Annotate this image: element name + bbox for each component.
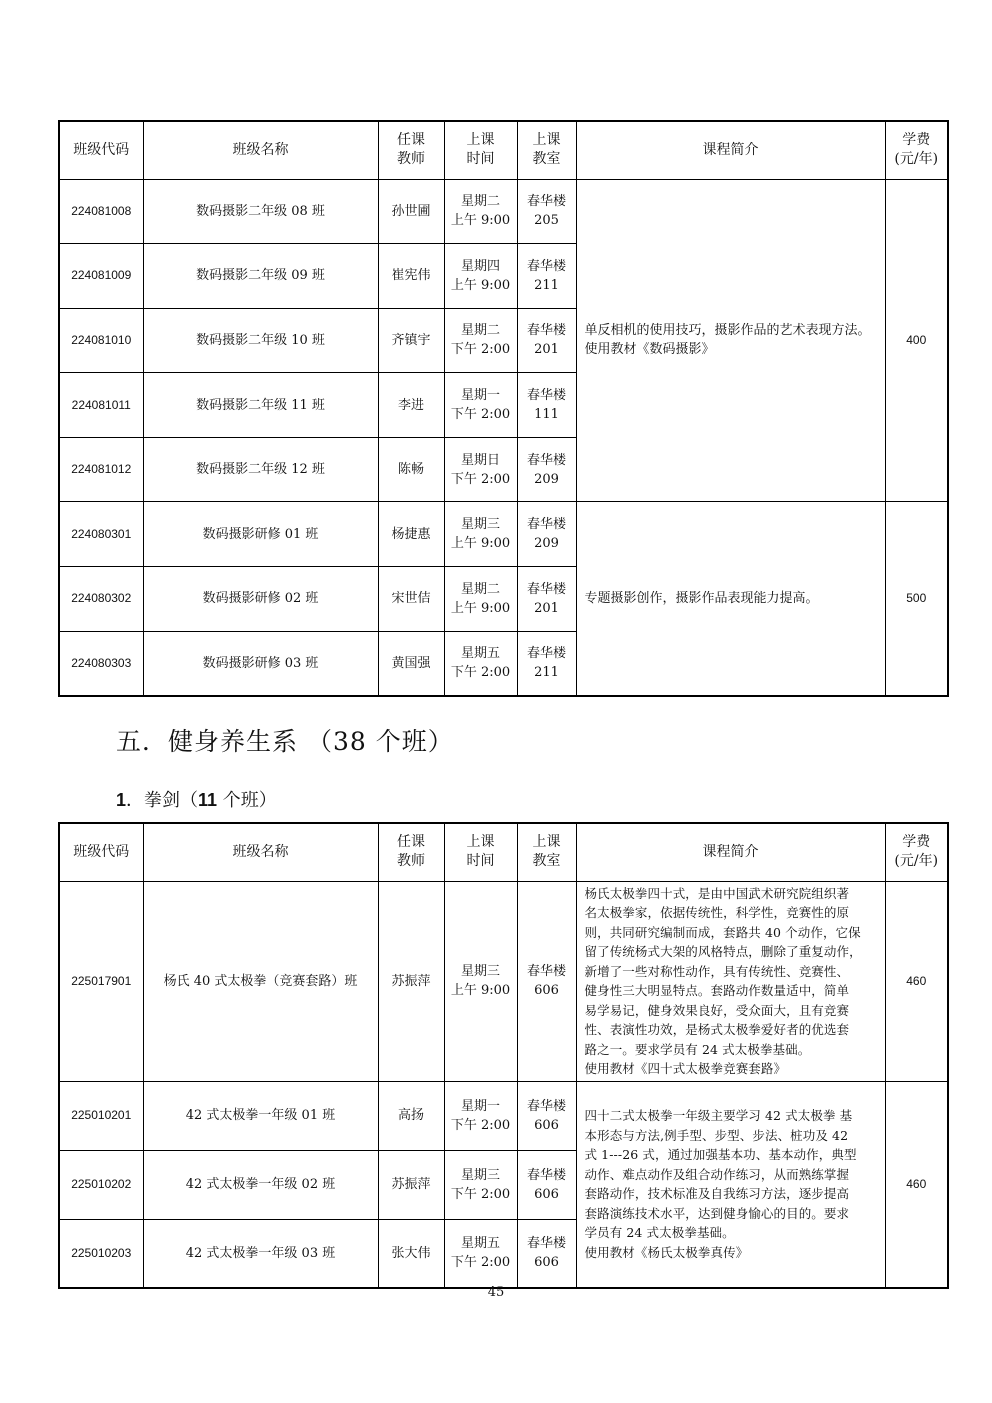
class-time: 星期三 下午 2:00: [444, 1150, 517, 1219]
class-name: 数码摄影二年级 09 班: [143, 244, 378, 309]
class-code: 224080301: [59, 502, 143, 567]
header-room: 上课 教室: [517, 823, 576, 881]
class-time: 星期日 下午 2:00: [444, 437, 517, 502]
page-number: 45: [487, 1285, 505, 1300]
class-time: 星期五 下午 2:00: [444, 631, 517, 696]
class-code: 224081008: [59, 179, 143, 244]
class-time: 星期二 下午 2:00: [444, 308, 517, 373]
header-code: 班级代码: [59, 121, 143, 179]
class-code: 224081009: [59, 244, 143, 309]
class-code: 225010203: [59, 1219, 143, 1288]
teacher: 崔宪伟: [378, 244, 444, 309]
classroom: 春华楼 606: [517, 1150, 576, 1219]
header-time: 上课 时间: [444, 121, 517, 179]
teacher: 杨捷惠: [378, 502, 444, 567]
class-time: 星期三 上午 9:00: [444, 502, 517, 567]
header-name: 班级名称: [143, 823, 378, 881]
class-code: 224081010: [59, 308, 143, 373]
teacher: 张大伟: [378, 1219, 444, 1288]
class-code: 225010201: [59, 1081, 143, 1150]
class-time: 星期二 上午 9:00: [444, 179, 517, 244]
section-title: 五．健身养生系 （38 个班）: [116, 727, 454, 756]
class-name: 数码摄影二年级 11 班: [143, 373, 378, 438]
class-name: 42 式太极拳一年级 01 班: [143, 1081, 378, 1150]
class-code: 224080303: [59, 631, 143, 696]
table-row: [59, 502, 948, 567]
tuition-fee: 500: [885, 502, 948, 696]
teacher: 苏振萍: [378, 881, 444, 1081]
classroom: 春华楼 606: [517, 881, 576, 1081]
teacher: 高扬: [378, 1081, 444, 1150]
header-intro: 课程简介: [576, 823, 885, 881]
class-code: 225010202: [59, 1150, 143, 1219]
classroom: 春华楼 201: [517, 567, 576, 632]
header-room: 上课 教室: [517, 121, 576, 179]
teacher: 齐镇宇: [378, 308, 444, 373]
teacher: 陈畅: [378, 437, 444, 502]
course-intro: 四十二式太极拳一年级主要学习 42 式太极拳 基 本形态与方法,例手型、步型、步法、桩功及 42 式 1---26 式，通过加强基本功、基本动作，典型 动作、难点动作及组合动作练习，从而熟练掌握 套路动作，技术标准及自我练习方法，逐步提高 套路演练技术水平，达到健身愉心的目的。要求 学员有 24 式太极拳基础。 使用教材《杨氏太极拳真传》: [576, 1081, 885, 1288]
class-code: 224080302: [59, 567, 143, 632]
class-time: 星期一 下午 2:00: [444, 373, 517, 438]
classroom: 春华楼 209: [517, 437, 576, 502]
table-header-row: [59, 121, 948, 179]
classroom: 春华楼 606: [517, 1219, 576, 1288]
class-name: 数码摄影二年级 10 班: [143, 308, 378, 373]
header-code: 班级代码: [59, 823, 143, 881]
teacher: 孙世圃: [378, 179, 444, 244]
tuition-fee: 460: [885, 881, 948, 1081]
class-name: 数码摄影研修 01 班: [143, 502, 378, 567]
class-code: 225017901: [59, 881, 143, 1081]
course-intro: 杨氏太极拳四十式，是由中国武术研究院组织著 名太极拳家，依据传统性，科学性，竞赛性的原 则，共同研究编制而成，套路共 40 个动作，它保 留了传统杨式大架的风格特点，删除了重复动作， 新增了一些对称性动作，具有传统性、竞赛性、 健身性三大明显特点。套路动作数量适中，简单 易学易记，健身效果良好，受众面大，且有竞赛 性、表演性功效，是杨式太极拳爱好者的优选套 路之一。要求学员有 24 式太极拳基础。 使用教材《四十式太极拳竞赛套路》: [576, 881, 885, 1081]
class-code: 224081011: [59, 373, 143, 438]
class-name: 数码摄影二年级 08 班: [143, 179, 378, 244]
header-teacher: 任课 教师: [378, 823, 444, 881]
header-fee: 学费 (元/年): [885, 823, 948, 881]
tuition-fee: 400: [885, 179, 948, 502]
header-fee: 学费 (元/年): [885, 121, 948, 179]
classroom: 春华楼 201: [517, 308, 576, 373]
course-intro: 专题摄影创作，摄影作品表现能力提高。: [576, 502, 885, 696]
classroom: 春华楼 205: [517, 179, 576, 244]
teacher: 宋世佶: [378, 567, 444, 632]
class-name: 数码摄影二年级 12 班: [143, 437, 378, 502]
header-intro: 课程简介: [576, 121, 885, 179]
class-name: 杨氏 40 式太极拳（竞赛套路）班: [143, 881, 378, 1081]
class-time: 星期四 上午 9:00: [444, 244, 517, 309]
header-time: 上课 时间: [444, 823, 517, 881]
classroom: 春华楼 209: [517, 502, 576, 567]
teacher: 苏振萍: [378, 1150, 444, 1219]
class-time: 星期五 下午 2:00: [444, 1219, 517, 1288]
classroom: 春华楼 111: [517, 373, 576, 438]
course-table-taichi: [58, 822, 949, 1289]
class-time: 星期三 上午 9:00: [444, 881, 517, 1081]
class-time: 星期二 上午 9:00: [444, 567, 517, 632]
class-name: 数码摄影研修 02 班: [143, 567, 378, 632]
tuition-fee: 460: [885, 1081, 948, 1288]
table-row: [59, 881, 948, 1081]
table-row: [59, 1081, 948, 1150]
class-time: 星期一 下午 2:00: [444, 1081, 517, 1150]
teacher: 黄国强: [378, 631, 444, 696]
table-row: [59, 179, 948, 244]
course-table-photography: [58, 120, 949, 697]
table-header-row: [59, 823, 948, 881]
teacher: 李进: [378, 373, 444, 438]
classroom: 春华楼 211: [517, 631, 576, 696]
class-code: 224081012: [59, 437, 143, 502]
course-intro: 单反相机的使用技巧，摄影作品的艺术表现方法。 使用教材《数码摄影》: [576, 179, 885, 502]
subsection-title: 1．拳剑（11 个班）: [116, 790, 277, 811]
classroom: 春华楼 606: [517, 1081, 576, 1150]
classroom: 春华楼 211: [517, 244, 576, 309]
header-teacher: 任课 教师: [378, 121, 444, 179]
header-name: 班级名称: [143, 121, 378, 179]
class-name: 数码摄影研修 03 班: [143, 631, 378, 696]
class-name: 42 式太极拳一年级 02 班: [143, 1150, 378, 1219]
class-name: 42 式太极拳一年级 03 班: [143, 1219, 378, 1288]
